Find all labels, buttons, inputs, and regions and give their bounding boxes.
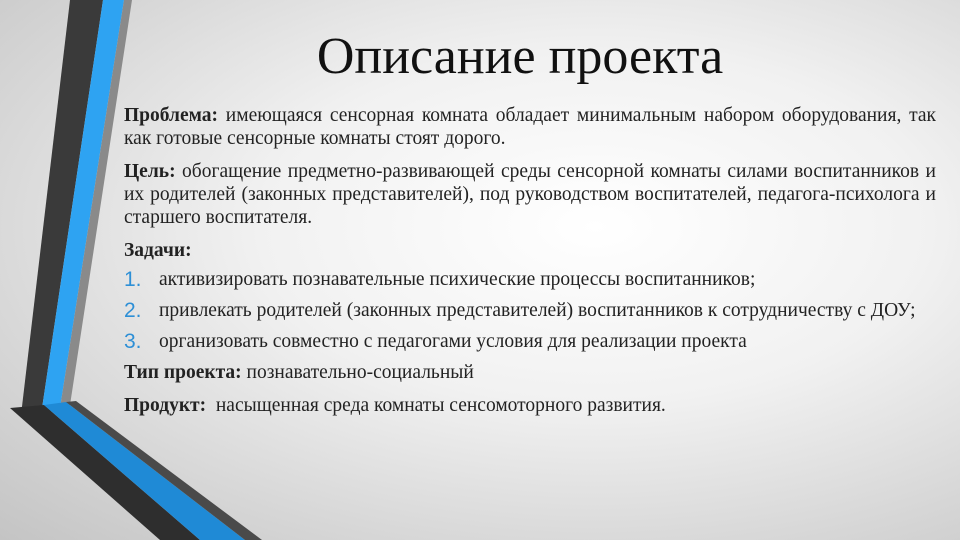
slide-title: Описание проекта [316, 28, 724, 85]
slide-content [124, 104, 936, 427]
project-type-label: Тип проекта: [124, 362, 242, 383]
list-number: 2. [124, 299, 142, 322]
goal-paragraph [124, 160, 936, 229]
problem-text: имеющаяся сенсорная комната обладает минимальным набором оборудования, так как готовые сенсорные комнаты стоят дорого. [124, 105, 936, 149]
list-item [124, 330, 936, 353]
project-type-text: познавательно-социальный [241, 362, 474, 383]
list-item-text: привлекать родителей (законных представителей) воспитанников к сотрудничеству с ДОУ; [159, 300, 916, 321]
tasks-list [124, 268, 936, 353]
problem-paragraph [124, 104, 936, 150]
goal-text: обогащение предметно-развивающей среды сенсорной комнаты силами воспитанников и их родителей (законных представителей), под руководством воспитателей, педагога-психолога и старшего воспитателя. [124, 161, 936, 228]
product-line [124, 394, 936, 417]
tasks-heading: Задачи: [124, 240, 192, 261]
list-number: 1. [124, 268, 142, 291]
list-item-text: организовать совместно с педагогами условия для реализации проекта [159, 331, 747, 352]
list-item-text: активизировать познавательные психические процессы воспитанников; [159, 269, 756, 290]
goal-label: Цель: [124, 161, 176, 182]
list-item [124, 299, 936, 322]
list-item [124, 268, 936, 291]
project-type-line [124, 361, 936, 384]
problem-label: Проблема: [124, 105, 219, 126]
list-number: 3. [124, 330, 142, 353]
product-text: насыщенная среда комнаты сенсомоторного развития. [206, 395, 666, 416]
product-label: Продукт: [124, 395, 207, 416]
